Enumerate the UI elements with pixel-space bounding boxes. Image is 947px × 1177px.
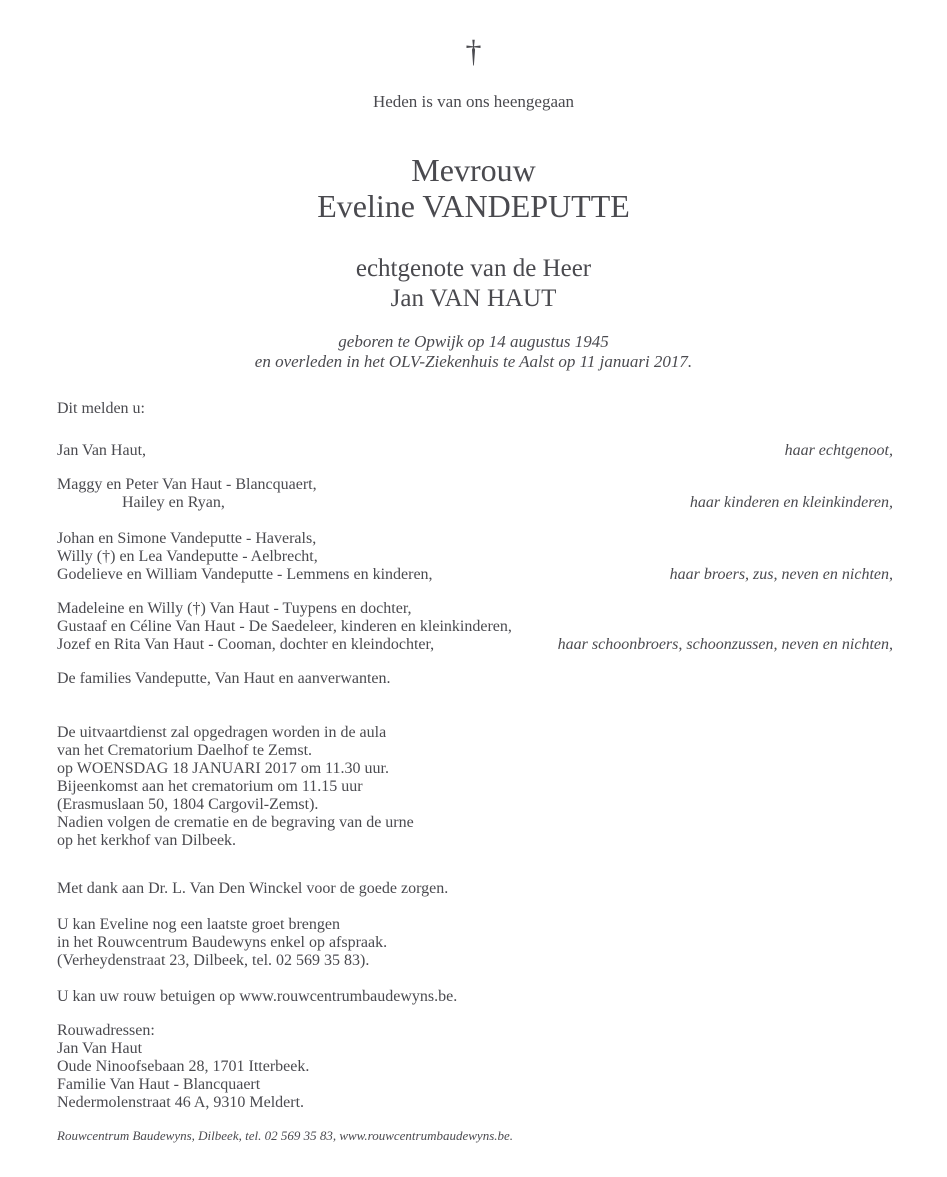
relative-line: Hailey en Ryan, bbox=[122, 494, 225, 511]
families-line: De families Vandeputte, Van Haut en aanverwanten. bbox=[57, 670, 391, 687]
family-group bbox=[57, 442, 893, 460]
service-line: op het kerkhof van Dilbeek. bbox=[57, 832, 237, 849]
deceased-name: Eveline VANDEPUTTE bbox=[317, 188, 630, 224]
address-line: Familie Van Haut - Blancquaert bbox=[57, 1076, 261, 1093]
service-line: op WOENSDAG 18 JANUARI 2017 om 11.30 uur. bbox=[57, 760, 389, 777]
service-line: (Erasmuslaan 50, 1804 Cargovil-Zemst). bbox=[57, 796, 319, 813]
service-paragraph bbox=[57, 724, 893, 850]
relative-line: Johan en Simone Vandeputte - Haverals, bbox=[57, 530, 317, 547]
deceased-name-block bbox=[0, 152, 947, 224]
relative-line: Gustaaf en Céline Van Haut - De Saedeleer, kinderen en kleinkinderen, bbox=[57, 618, 512, 635]
relation-label: haar schoonbroers, schoonzussen, neven en nichten, bbox=[557, 636, 893, 653]
relation-label: haar kinderen en kleinkinderen, bbox=[689, 494, 893, 511]
service-line: Nadien volgen de crematie en de begraving van de urne bbox=[57, 814, 414, 831]
service-line: De uitvaartdienst zal opgedragen worden in de aula bbox=[57, 724, 387, 741]
thanks-line: Met dank aan Dr. L. Van Den Winckel voor de goede zorgen. bbox=[57, 880, 449, 897]
relative-line: Jan Van Haut, bbox=[57, 442, 147, 459]
service-line: van het Crematorium Daelhof te Zemst. bbox=[57, 742, 313, 759]
relative-line: Jozef en Rita Van Haut - Cooman, dochter en kleindochter, bbox=[57, 636, 435, 653]
announcement-body bbox=[0, 400, 947, 1144]
addresses-block bbox=[57, 1022, 893, 1112]
intro-line: Heden is van ons heengegaan bbox=[372, 92, 575, 111]
family-groups bbox=[57, 442, 893, 654]
family-group-names bbox=[57, 600, 512, 654]
spouse-intro: echtgenote van de Heer bbox=[355, 255, 592, 282]
relative-line: Madeleine en Willy (†) Van Haut - Tuypens en dochter, bbox=[57, 600, 412, 617]
death-line: en overleden in het OLV-Ziekenhuis te Aalst op 11 januari 2017. bbox=[254, 352, 693, 371]
addresses-label: Rouwadressen: bbox=[57, 1022, 155, 1039]
visitation-line: (Verheydenstraat 23, Dilbeek, tel. 02 569 35 83). bbox=[57, 952, 370, 969]
family-group bbox=[57, 530, 893, 584]
visitation-paragraph bbox=[57, 916, 893, 970]
relation-label: haar broers, zus, neven en nichten, bbox=[669, 566, 893, 583]
family-group bbox=[57, 600, 893, 654]
address-line: Oude Ninoofsebaan 28, 1701 Itterbeek. bbox=[57, 1058, 310, 1075]
family-group-names bbox=[57, 476, 317, 512]
address-lines bbox=[57, 1040, 893, 1112]
condolence-line: U kan uw rouw betuigen op www.rouwcentrumbaudewyns.be. bbox=[57, 988, 458, 1005]
family-group-names bbox=[57, 442, 146, 460]
deceased-title: Mevrouw bbox=[411, 152, 536, 188]
visitation-line: in het Rouwcentrum Baudewyns enkel op afspraak. bbox=[57, 934, 388, 951]
footer-line: Rouwcentrum Baudewyns, Dilbeek, tel. 02 569 35 83, www.rouwcentrumbaudewyns.be. bbox=[57, 1128, 514, 1143]
spouse-name: Jan VAN HAUT bbox=[390, 285, 557, 312]
announcement-intro: Dit melden u: bbox=[57, 400, 145, 417]
relative-line: Godelieve en William Vandeputte - Lemmens en kinderen, bbox=[57, 566, 433, 583]
relative-line: Willy (†) en Lea Vandeputte - Aelbrecht, bbox=[57, 548, 318, 565]
address-line: Jan Van Haut bbox=[57, 1040, 143, 1057]
relative-line: Maggy en Peter Van Haut - Blancquaert, bbox=[57, 476, 317, 493]
visitation-line: U kan Eveline nog een laatste groet brengen bbox=[57, 916, 340, 933]
spouse-block bbox=[0, 254, 947, 314]
relation-label: haar echtgenoot, bbox=[784, 442, 893, 459]
address-line: Nedermolenstraat 46 A, 9310 Meldert. bbox=[57, 1094, 305, 1111]
family-group bbox=[57, 476, 893, 512]
birth-line: geboren te Opwijk op 14 augustus 1945 bbox=[338, 332, 609, 351]
birth-death-dates bbox=[0, 332, 947, 372]
service-line: Bijeenkomst aan het crematorium om 11.15 uur bbox=[57, 778, 363, 795]
family-group-names bbox=[57, 530, 433, 584]
cross-icon: † bbox=[465, 33, 482, 69]
